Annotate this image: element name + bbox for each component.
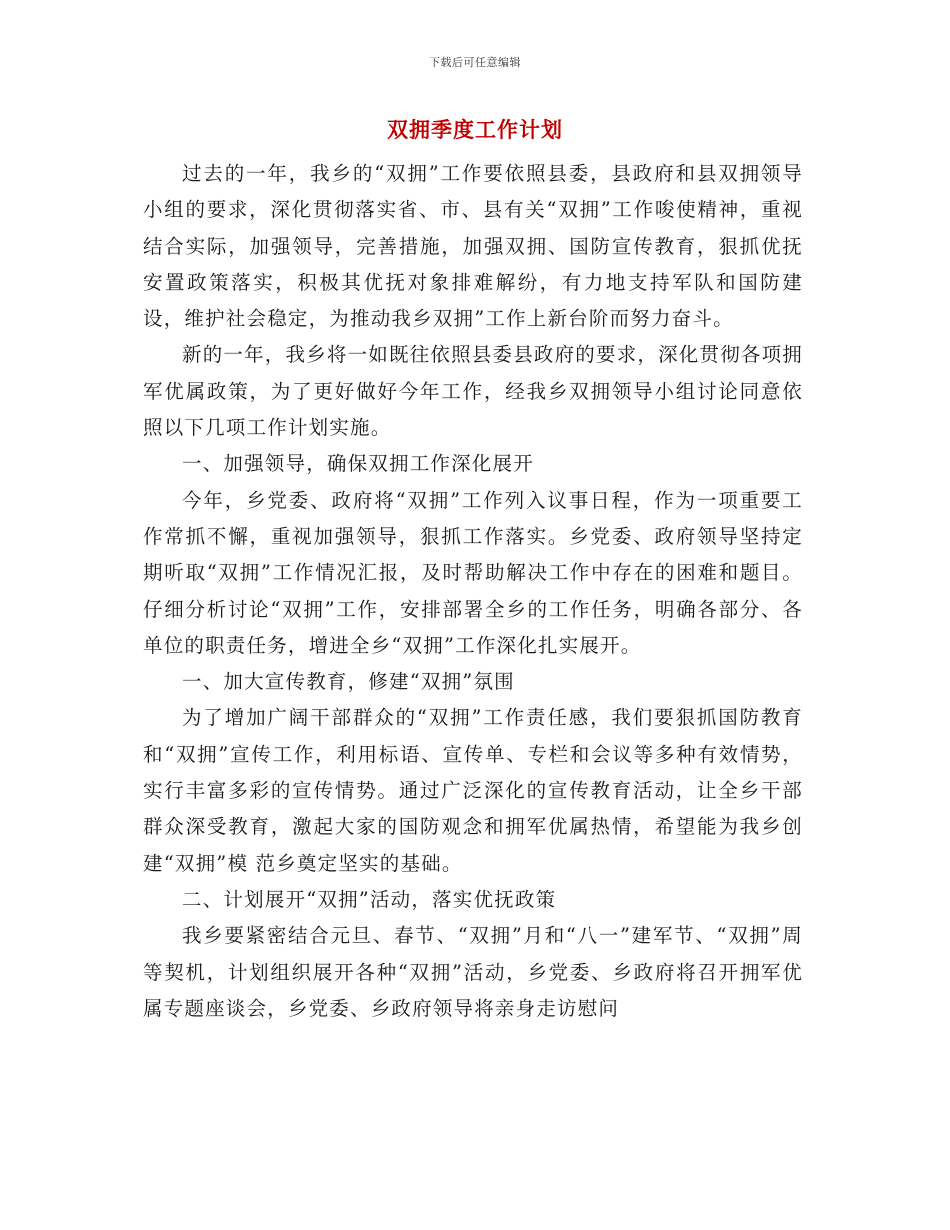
document-title: 双拥季度工作计划 bbox=[387, 117, 563, 142]
header-note: 下载后可任意编辑 bbox=[429, 56, 521, 69]
section-heading-leadership: 一、加强领导，确保双拥工作深化展开 bbox=[182, 452, 534, 476]
section-heading-activities: 二、计划展开“双拥”活动，落实优抚政策 bbox=[182, 887, 557, 911]
section-heading-publicity: 一、加大宣传教育，修建“双拥”氛围 bbox=[182, 670, 515, 694]
paragraph-publicity: 为了增加广阔干部群众的“双拥”工作责任感，我们要狠抓国防教育和“双拥”宣传工作，利用标语、宣传单、专栏和会议等多种有效情势，实行丰富多彩的宣传情势。通过广泛深化的宣传教育活动，让全乡干部群众深受教育，激起大家的国防观念和拥军优属热情，希望能为我乡创建“双拥”模 范乡奠定坚实的基础。 bbox=[143, 706, 803, 875]
paragraph-activities: 我乡要紧密结合元旦、春节、“双拥”月和“八一”建军节、“双拥”周等契机，计划组织展开各种“双拥”活动，乡党委、乡政府将召开拥军优属专题座谈会，乡党委、乡政府领导将亲身走访慰问 bbox=[143, 924, 803, 1020]
paragraph-leadership: 今年，乡党委、政府将“双拥”工作列入议事日程，作为一项重要工作常抓不懈，重视加强领导，狠抓工作落实。乡党委、政府领导坚持定期听取“双拥”工作情况汇报，及时帮助解决工作中存在的困难和题目。仔细分析讨论“双拥”工作，安排部署全乡的工作任务，明确各部分、各单位的职责任务，增进全乡“双拥”工作深化扎实展开。 bbox=[143, 488, 803, 657]
paragraph-intro: 过去的一年，我乡的“双拥”工作要依照县委，县政府和县双拥领导小组的要求，深化贯彻落实省、市、县有关“双拥”工作唆使精神，重视结合实际，加强领导，完善措施，加强双拥、国防宣传教育，狠抓优抚安置政策落实，积极其优抚对象排难解纷，有力地支持军队和国防建设，维护社会稳定，为推动我乡双拥”工作上新台阶而努力奋斗。 bbox=[143, 162, 803, 331]
paragraph-new-year: 新的一年，我乡将一如既往依照县委县政府的要求，深化贯彻各项拥军优属政策，为了更好做好今年工作，经我乡双拥领导小组讨论同意依照以下几项工作计划实施。 bbox=[143, 343, 804, 440]
document-body bbox=[143, 156, 803, 1027]
